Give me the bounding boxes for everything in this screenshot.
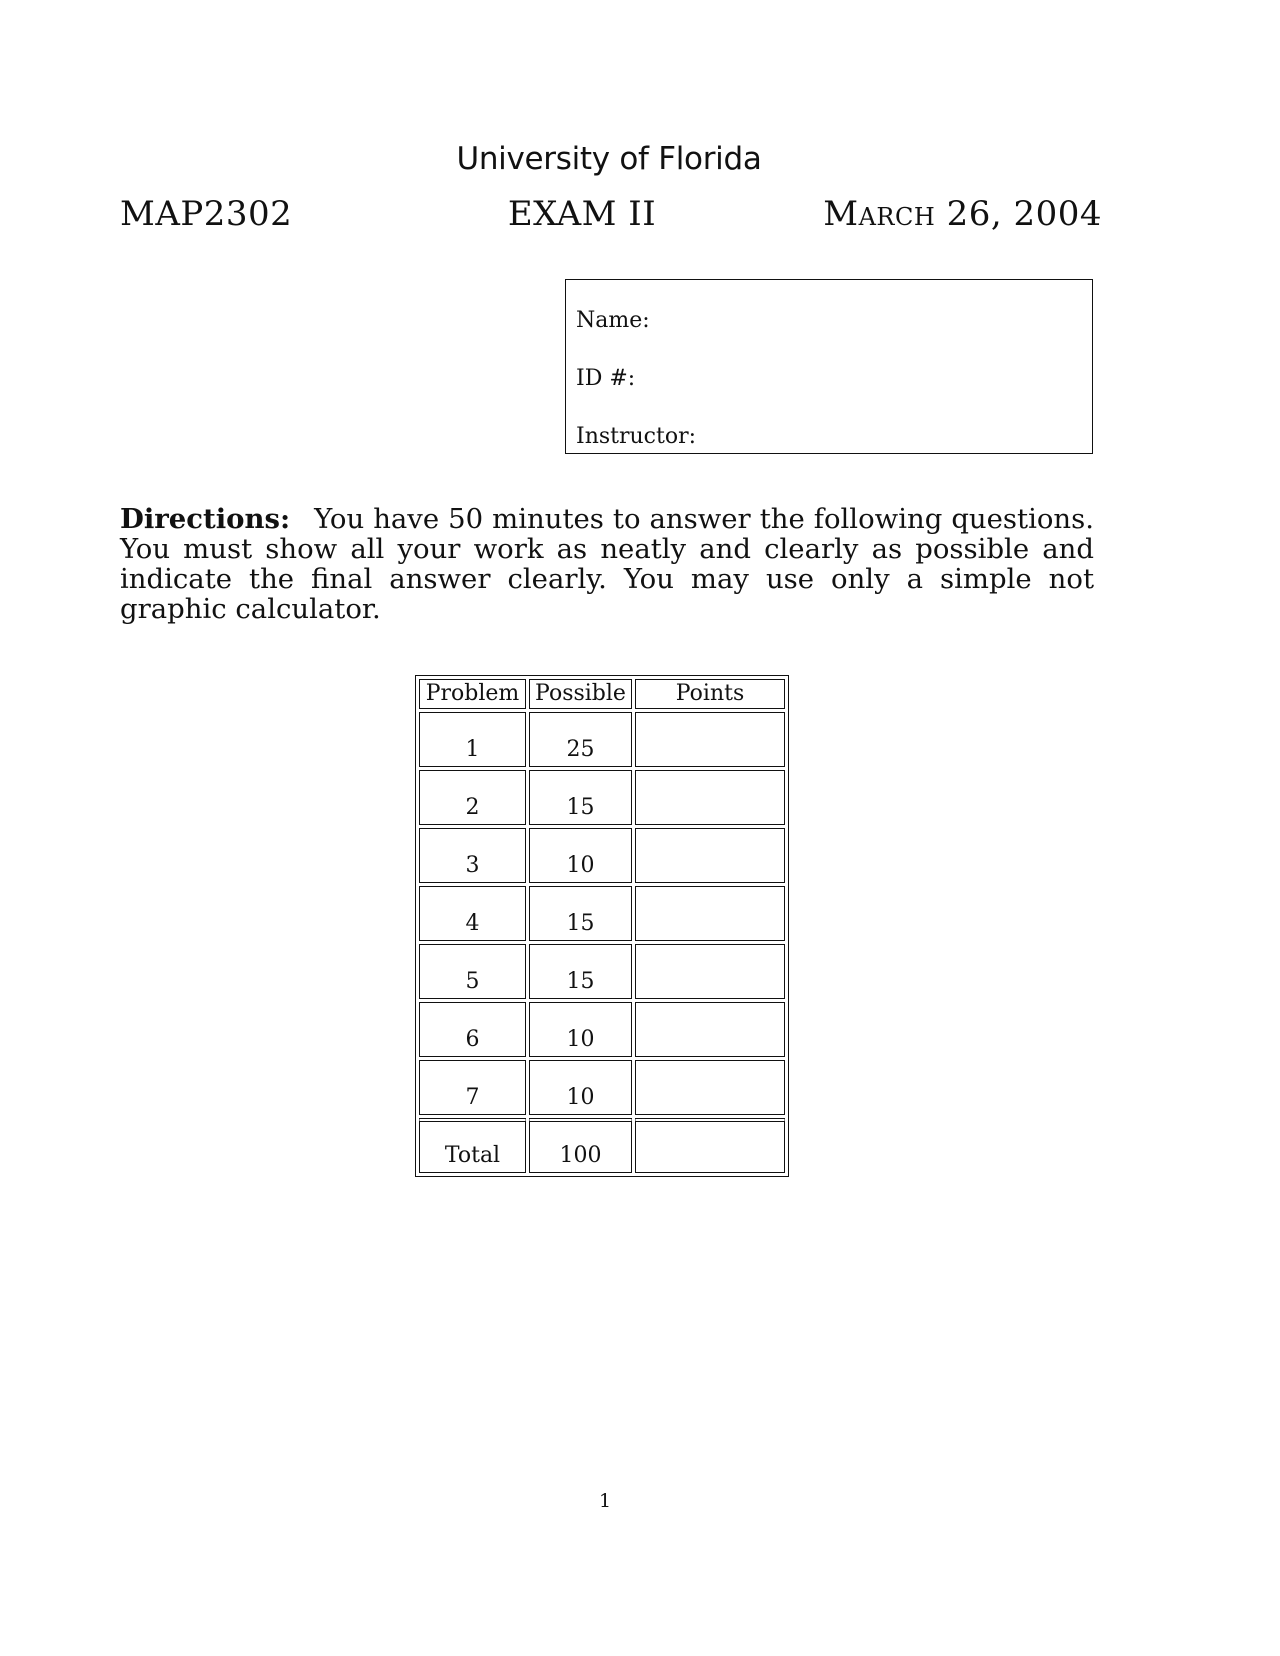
exam-title: EXAM II (507, 194, 657, 234)
directions-label: Directions: (120, 503, 291, 535)
possible-points: 10 (529, 1060, 632, 1115)
student-info-box (565, 279, 1093, 454)
problem-number: 6 (419, 1002, 526, 1057)
problem-number: 3 (419, 828, 526, 883)
earned-points-cell[interactable] (635, 886, 785, 941)
earned-points-cell[interactable] (635, 1060, 785, 1115)
problem-number: 2 (419, 770, 526, 825)
problem-number: 1 (419, 712, 526, 767)
score-table-header (419, 679, 785, 709)
problem-number: 5 (419, 944, 526, 999)
earned-points-cell[interactable] (635, 944, 785, 999)
earned-points-cell[interactable] (635, 1002, 785, 1057)
total-earned-cell[interactable] (635, 1118, 785, 1173)
score-table (415, 675, 789, 1177)
table-row (419, 1060, 785, 1115)
earned-points-cell[interactable] (635, 770, 785, 825)
table-row (419, 1002, 785, 1057)
directions-text: You have 50 minutes to answer the following questions. You must show all your work as neatly and clearly as possible and indicate the final answer clearly. You may use only a simple not graphic calculator. (120, 503, 1094, 625)
university-title: University of Florida (456, 141, 762, 177)
problem-number: 7 (419, 1060, 526, 1115)
table-row (419, 944, 785, 999)
earned-points-cell[interactable] (635, 828, 785, 883)
total-possible: 100 (529, 1118, 632, 1173)
directions-paragraph (120, 504, 1094, 624)
page-number: 1 (598, 1490, 612, 1512)
possible-points: 10 (529, 828, 632, 883)
exam-date: March 26, 2004 (823, 194, 1102, 234)
possible-points: 15 (529, 944, 632, 999)
table-row (419, 770, 785, 825)
table-row (419, 828, 785, 883)
possible-points: 15 (529, 770, 632, 825)
header-possible: Possible (529, 679, 632, 709)
header-problem: Problem (419, 679, 526, 709)
possible-points: 10 (529, 1002, 632, 1057)
possible-points: 15 (529, 886, 632, 941)
course-code: MAP2302 (120, 194, 293, 234)
total-row (419, 1118, 785, 1173)
table-row (419, 712, 785, 767)
id-field-label[interactable]: ID #: (576, 366, 636, 391)
possible-points: 25 (529, 712, 632, 767)
name-field-label[interactable]: Name: (576, 308, 650, 333)
problem-number: 4 (419, 886, 526, 941)
instructor-field-label[interactable]: Instructor: (576, 424, 697, 449)
table-row (419, 886, 785, 941)
total-label: Total (419, 1118, 526, 1173)
earned-points-cell[interactable] (635, 712, 785, 767)
header-points: Points (635, 679, 785, 709)
